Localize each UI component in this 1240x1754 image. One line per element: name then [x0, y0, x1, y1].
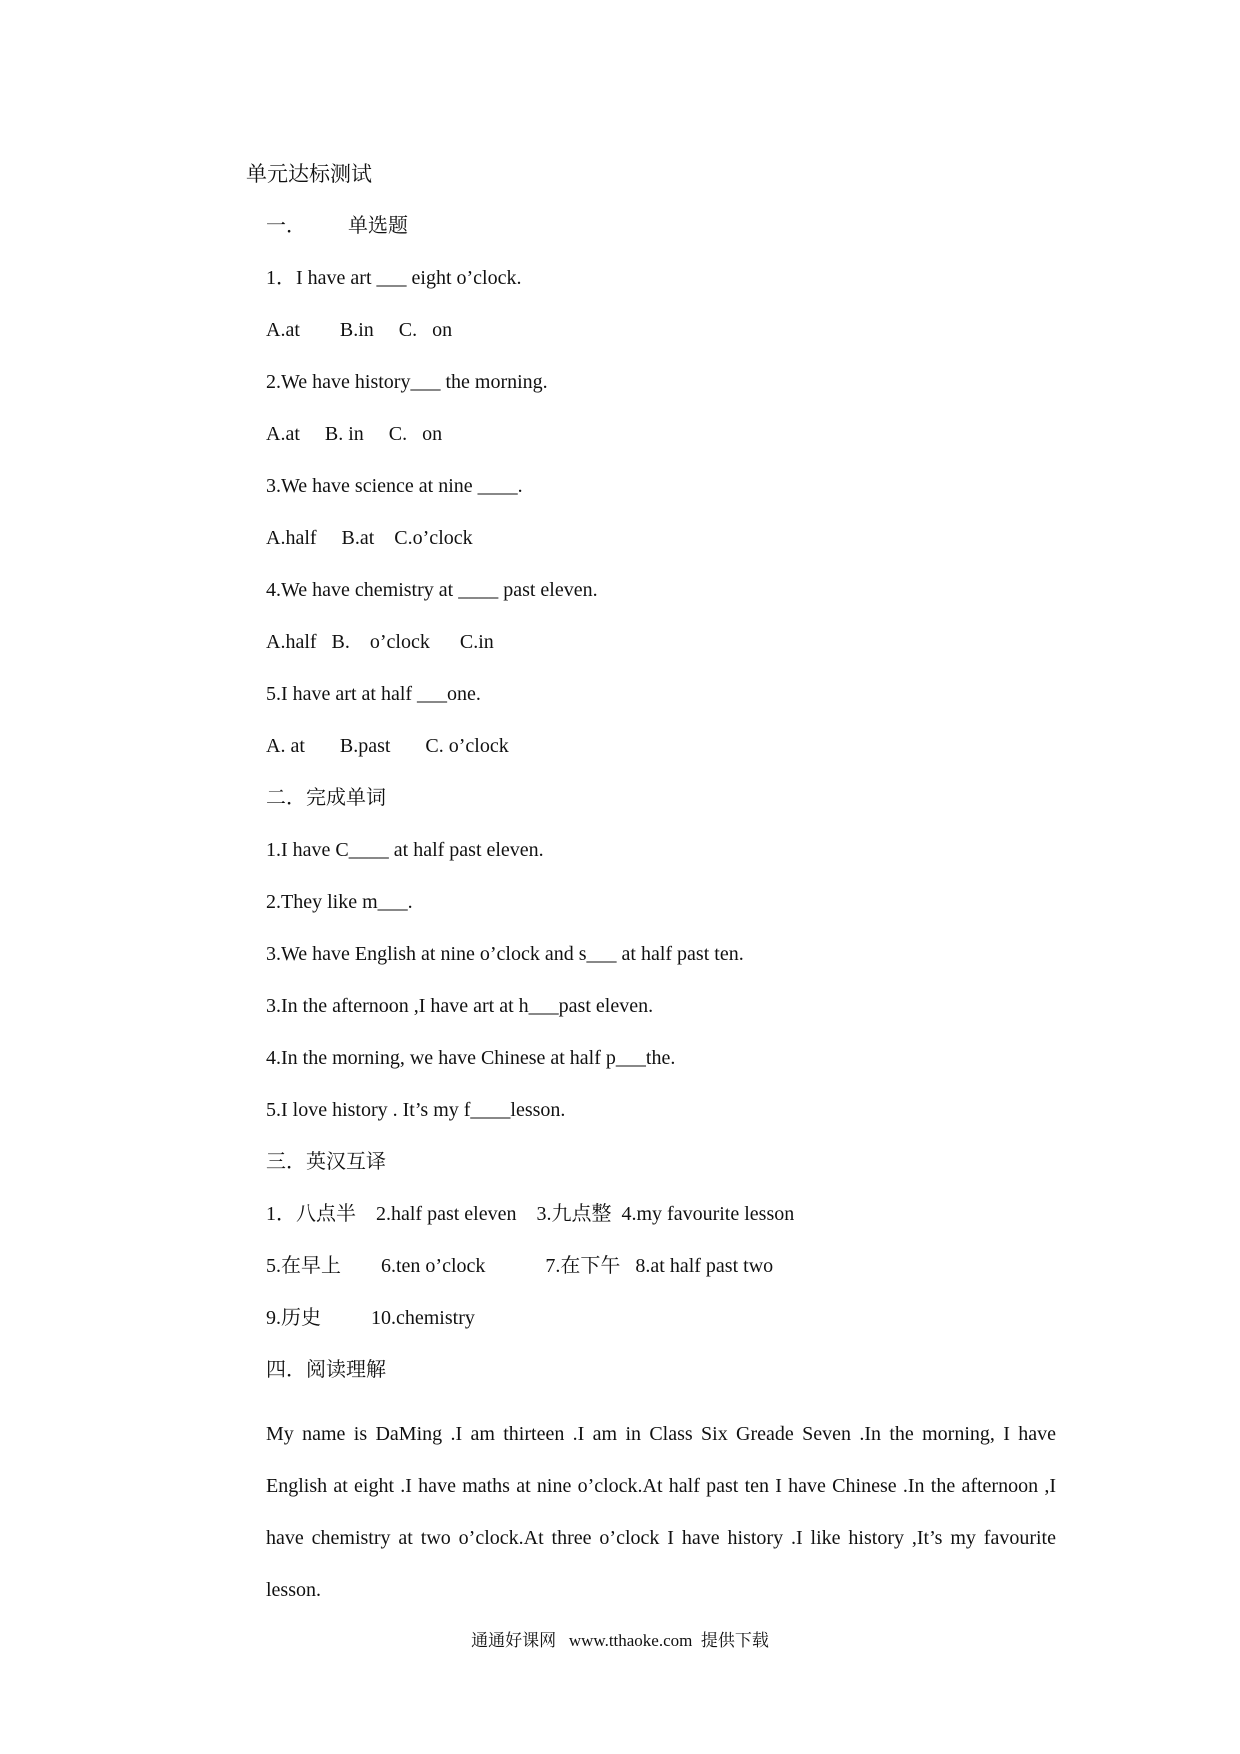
option-line: A.at B.in C. on: [266, 319, 453, 341]
section-title: 英汉互译: [306, 1151, 386, 1173]
section-heading-2: [266, 784, 1056, 836]
option-line: A. at B.past C. o’clock: [266, 735, 509, 757]
section-heading-1: [266, 212, 1056, 264]
question-line: 2.They like m___.: [266, 891, 413, 913]
page-footer: 通通好课网 www.tthaoke.com 提供下载: [471, 1631, 769, 1650]
document-title: 单元达标测试: [246, 162, 372, 186]
section-heading-4: [266, 1356, 1056, 1408]
document-body: [266, 212, 1056, 1616]
section-title: 阅读理解: [306, 1359, 386, 1381]
translation-line: 5.在早上 6.ten o’clock 7.在下午 8.at half past two: [266, 1255, 774, 1277]
question-line: 3.We have English at nine o’clock and s___ at half past ten.: [266, 943, 744, 965]
reading-passage: My name is DaMing .I am thirteen .I am in Class Six Greade Seven .In the morning, I have English at eight .I have maths at nine o’clock.At half past ten I have Chinese .In the afternoon ,I have chemistry at two o’clock.At three o’clock I have history .I like history ,It’s my favourite lesson.: [266, 1423, 1056, 1601]
section-title: 完成单词: [306, 787, 386, 809]
translation-line: 1．八点半 2.half past eleven 3.九点整 4.my favourite lesson: [266, 1203, 795, 1225]
question-line: 4.In the morning, we have Chinese at half p___the.: [266, 1047, 676, 1069]
section-title: 单选题: [348, 215, 408, 237]
section-number: 三．: [266, 1151, 306, 1173]
option-line: A.half B.at C.o’clock: [266, 527, 473, 549]
translation-line: 9.历史 10.chemistry: [266, 1307, 475, 1329]
section-number: 四．: [266, 1359, 306, 1381]
section-number: 二．: [266, 787, 306, 809]
question-line: 5.I have art at half ___one.: [266, 683, 481, 705]
section-number: 一．: [266, 215, 306, 237]
question-line: 5.I love history . It’s my f____lesson.: [266, 1099, 566, 1121]
question-line: 2.We have history___ the morning.: [266, 371, 548, 393]
question-line: 3.We have science at nine ____.: [266, 475, 523, 497]
section-heading-3: [266, 1148, 1056, 1200]
option-line: A.at B. in C. on: [266, 423, 443, 445]
question-line: 4.We have chemistry at ____ past eleven.: [266, 579, 598, 601]
question-line: 3.In the afternoon ,I have art at h___past eleven.: [266, 995, 654, 1017]
question-line: 1.I have C____ at half past eleven.: [266, 839, 544, 861]
option-line: A.half B. o’clock C.in: [266, 631, 494, 653]
question-line: 1．I have art ___ eight o’clock.: [266, 267, 522, 289]
